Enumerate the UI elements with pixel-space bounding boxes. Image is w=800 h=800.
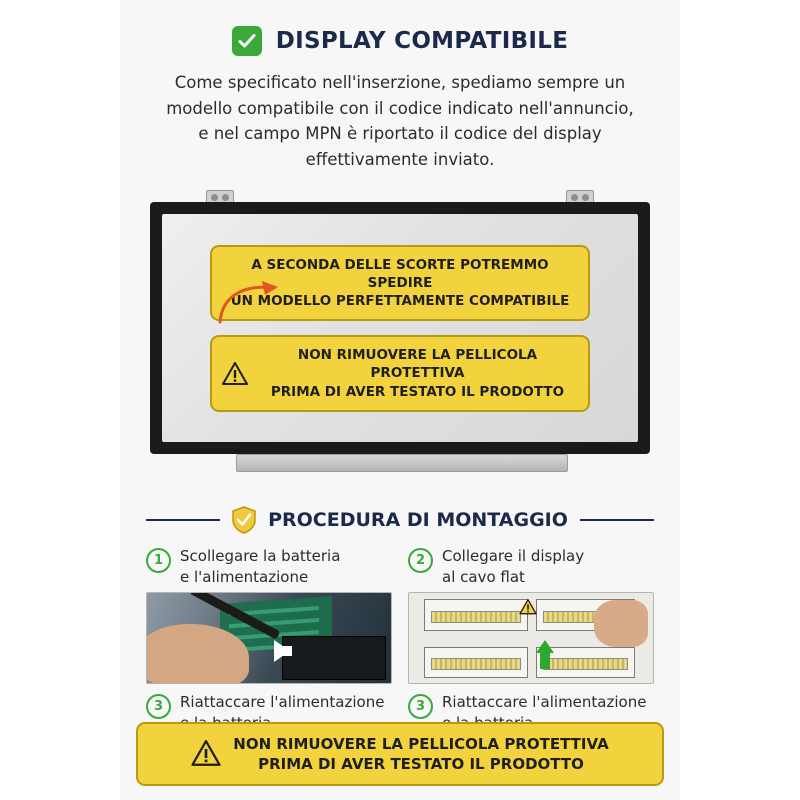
panel-screen: [162, 214, 638, 442]
curved-arrow-icon: [216, 278, 286, 324]
content-card: [120, 0, 680, 800]
intro-line-2: modello compatibile con il codice indicato nell'annuncio,: [166, 98, 634, 118]
warning-triangle-icon: [222, 362, 248, 386]
shield-icon: [232, 506, 256, 534]
supply-notice-line-2: UN MODELLO PERFETTAMENTE COMPATIBILE: [230, 293, 570, 310]
supply-notice-line-1: A SECONDA DELLE SCORTE POTREMMO SPEDIRE: [251, 256, 549, 291]
panel-connector-strip: [236, 454, 568, 472]
flat-cable-connector-diagram: [408, 592, 654, 684]
header: [120, 0, 680, 56]
intro-paragraph: [146, 70, 654, 172]
step-item-1: [146, 546, 392, 592]
intro-line-3: e nel campo MPN è riportato il codice del display: [198, 124, 602, 144]
bottom-banner-line-2: PRIMA DI AVER TESTATO IL PRODOTTO: [258, 754, 584, 773]
laptop-internals-screwdriver-photo: [146, 592, 392, 684]
film-notice-box: [210, 335, 590, 412]
step-1-line-1: Scollegare la batteria: [180, 547, 341, 566]
step-number-2: 2: [408, 548, 433, 573]
step-number-1: 1: [146, 548, 171, 573]
step-3-right-line-1: Riattaccare l'alimentazione: [442, 693, 647, 712]
step-number-3-right: 3: [408, 694, 433, 719]
check-square-icon: [232, 26, 262, 56]
film-notice-line-2: PRIMA DI AVER TESTATO IL PRODOTTO: [270, 383, 565, 400]
fingers-shape: [594, 600, 648, 647]
bottom-warning-banner: [136, 722, 664, 787]
green-up-arrow-icon: [536, 640, 554, 653]
flat-cable-strip-1: [431, 611, 521, 623]
bottom-banner-line-1: NON RIMUOVERE LA PELLICOLA PROTETTIVA: [233, 734, 609, 753]
page-title: DISPLAY COMPATIBILE: [275, 28, 569, 54]
intro-line-4: effettivamente inviato.: [305, 149, 495, 169]
film-notice-line-1: NON RIMUOVERE LA PELLICOLA PROTETTIVA: [297, 347, 538, 382]
step-2-line-1: Collegare il display: [442, 547, 585, 566]
procedure-title: PROCEDURA DI MONTAGGIO: [268, 509, 568, 532]
flat-cable-strip-3: [431, 658, 521, 670]
step-3-left-line-1: Riattaccare l'alimentazione: [180, 693, 385, 712]
white-arrow-icon: [274, 640, 290, 662]
display-panel-illustration: [150, 190, 650, 490]
step-number-3-left: 3: [146, 694, 171, 719]
flat-cable-strip-4: [543, 658, 628, 670]
warning-triangle-icon: [191, 740, 221, 767]
divider-left: [146, 519, 220, 521]
procedure-heading: [146, 506, 654, 534]
warning-triangle-icon: [519, 599, 537, 615]
intro-line-1: Come specificato nell'inserzione, spediamo sempre un: [174, 73, 626, 92]
procedure-steps-grid: [146, 546, 654, 738]
divider-right: [580, 519, 654, 521]
panel-bezel: [150, 202, 650, 454]
step-1-line-2: e l'alimentazione: [180, 567, 309, 586]
step-text-2: [442, 546, 584, 587]
battery-shape: [282, 636, 386, 679]
step-item-2: [408, 546, 654, 592]
step-2-line-2: al cavo flat: [442, 567, 525, 586]
step-text-1: [180, 546, 340, 587]
